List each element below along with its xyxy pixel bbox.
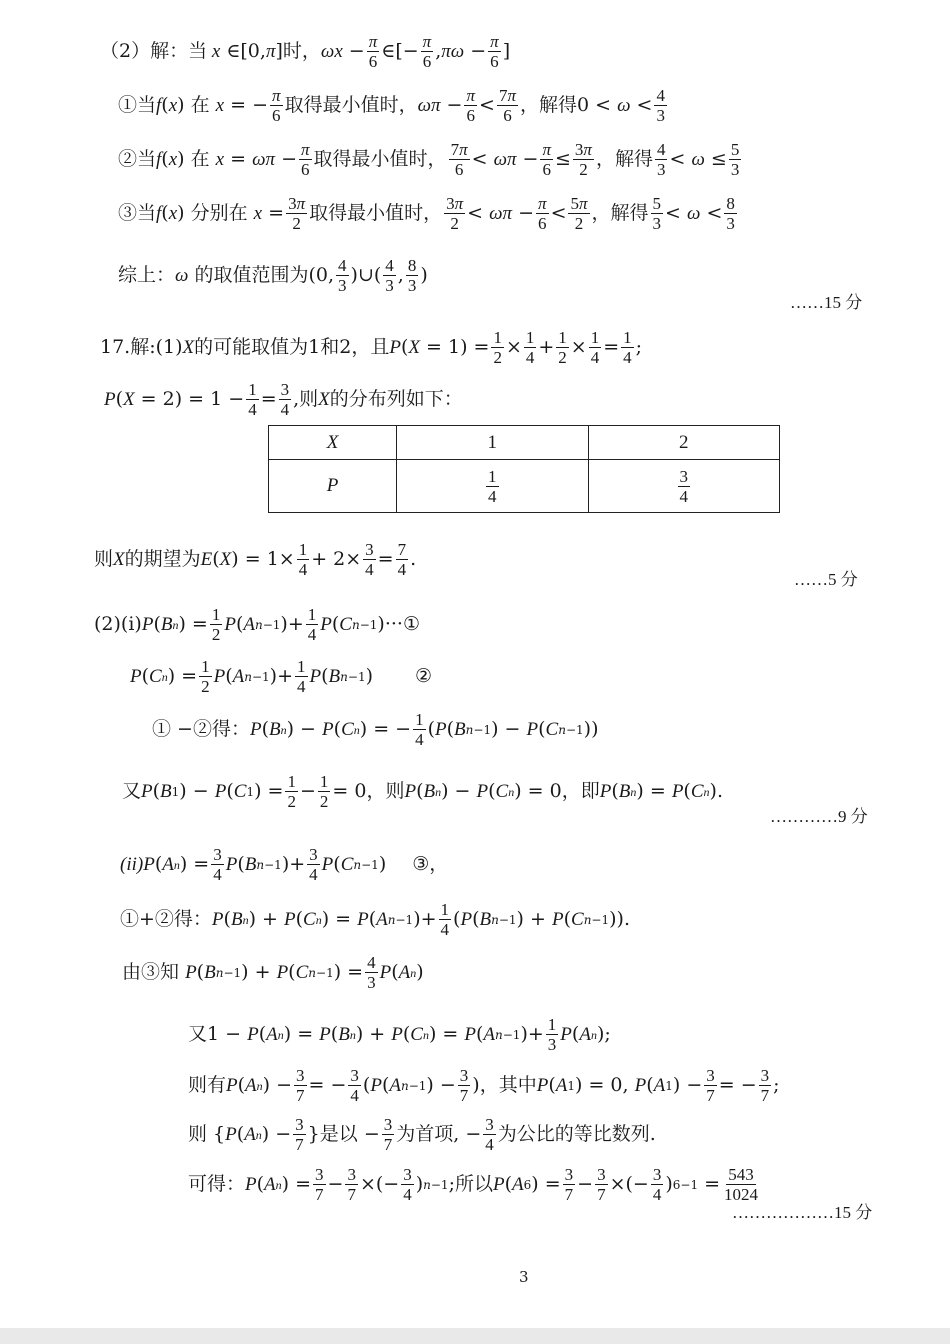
q17-subtract: ① −②得： P ( B n ) − P ( C n ) = − $\frac{1}{4}$ ( P ( B n−1 ) − P ( C n−1 )) bbox=[152, 710, 599, 749]
table-row-p bbox=[269, 460, 780, 513]
q17-recurrence: 则有 P ( A n ) − $\frac{3}{7}$ = − $\frac{3}{4}$ ( P ( A n−1 ) − $\frac{3}{7}$ ) ，其中 P ( A 1 ) = 0, P ( A 1 ) − $\frac{3}{7}$ = − $\frac{3}{7}$ ; bbox=[188, 1066, 780, 1105]
q17-score-9: …………9 分 bbox=[770, 807, 868, 826]
q16-score: ……15 分 bbox=[790, 293, 863, 312]
q16-part2-intro: （2）解：当 x ∈ [0, π ] 时， ωx − $\frac{\pi}{6}$ ∈[− $\frac{\pi}{6}$ , πω − $\frac{\pi}{6}$ ] bbox=[100, 32, 511, 71]
q16-case1: ①当 f ( x ) 在 x = − $\frac{\pi}{6}$ 取得最小值时， ωπ − $\frac{\pi}{6}$ < $\frac{7\pi}{6}$ ，解得 0 < ω < $\frac{4}{3}$ bbox=[118, 86, 665, 125]
table-header-row bbox=[269, 426, 780, 460]
q17-eq1: (2)(i) P ( B n ) = $\frac{1}{2}$ P ( A n−1 )+ $\frac{1}{4}$ P ( C n−1 )··· ① bbox=[94, 605, 420, 644]
bottom-scan-edge bbox=[0, 1328, 950, 1344]
table-cell-p1: $\frac{1}{4}$ bbox=[397, 460, 589, 513]
q17-sequence: 则 { P ( A n ) − $\frac{3}{7}$ } 是以 − $\frac{3}{7}$ 为首项, − $\frac{3}{4}$ 为公比的等比数列. bbox=[188, 1115, 656, 1154]
q17-line2: P ( X = 2) = 1 − $\frac{1}{4}$ = $\frac{3}{4}$ ,则 X 的分布列如下： bbox=[104, 380, 463, 419]
q17-eq3: (ii) P ( A n ) = $\frac{3}{4}$ P ( B n−1 )+ $\frac{3}{4}$ P ( C n−1 ) ③， bbox=[120, 845, 449, 884]
table-row-label: P bbox=[269, 460, 397, 513]
q16-case2: ②当 f ( x ) 在 x = ωπ − $\frac{\pi}{6}$ 取得最小值时， $\frac{7\pi}{6}$ < ωπ − $\frac{\pi}{6}$ ≤ $\frac{3\pi}{2}$ ，解得 $\frac{4}{3}$ < ω ≤ $\frac{5}{3}$ bbox=[118, 140, 740, 179]
q16-case3: ③当 f ( x ) 分别在 x = $\frac{3\pi}{2}$ 取得最小值时， $\frac{3\pi}{2}$ < ωπ − $\frac{\pi}{6}$ < $\frac{5\pi}{2}$ ，解得 $\frac{5}{3}$ < ω < $\frac{8}{3}$ bbox=[118, 194, 735, 233]
table-header-x: X bbox=[269, 426, 397, 460]
q16-summary: 综上： ω 的取值范围为 (0, $\frac{4}{3}$ )∪( $\frac{4}{3}$ , $\frac{8}{3}$ ) bbox=[118, 256, 428, 295]
q17-intro: 17.解:(1) X 的可能取值为1和2，且 P ( X = 1) = $\frac{1}{2}$ × $\frac{1}{4}$ + $\frac{1}{2}$ × $\frac{1}{4}$ = $\frac{1}{4}$ ; bbox=[100, 328, 643, 367]
table-header-1: 1 bbox=[397, 426, 589, 460]
q17-score-15: ………………15 分 bbox=[732, 1203, 873, 1222]
page-number: 3 bbox=[519, 1268, 529, 1286]
q17-add: ①+②得： P ( B n ) + P ( C n ) = P ( A n−1 )+ $\frac{1}{4}$ ( P ( B n−1 ) + P ( C n−1 )). bbox=[120, 900, 630, 939]
q17-score-5: ……5 分 bbox=[794, 570, 858, 589]
q17-eq2: P ( C n ) = $\frac{1}{2}$ P ( A n−1 )+ $\frac{1}{4}$ P ( B n−1 ) ② bbox=[130, 657, 433, 696]
q17-initial: 又 P ( B 1 ) − P ( C 1 ) = $\frac{1}{2}$ − $\frac{1}{2}$ = 0 ，则 P ( B n ) − P ( C n ) = 0 ，即 P ( B n ) = P ( C n ). bbox=[122, 772, 723, 811]
table-header-2: 2 bbox=[588, 426, 780, 460]
q17-again: 又 1 − P ( A n ) = P ( B n ) + P ( C n ) = P ( A n−1 )+ $\frac{1}{3}$ P ( A n ); bbox=[188, 1015, 611, 1054]
distribution-table bbox=[268, 425, 780, 513]
q17-from3: 由③知 P ( B n−1 ) + P ( C n−1 ) = $\frac{4}{3}$ P ( A n ) bbox=[122, 953, 424, 992]
q17-result: 可得： P ( A n ) = $\frac{3}{7}$ − $\frac{3}{7}$ ×(− $\frac{3}{4}$ ) n−1 ;所以 P ( A 6 ) = $\frac{3}{7}$ − $\frac{3}{7}$ ×(− $\frac{3}{4}$ ) 6−1 = $\frac{543}{1024}$ bbox=[188, 1165, 759, 1204]
q17-expectation: 则 X 的期望为 E ( X ) = 1× $\frac{1}{4}$ + 2× $\frac{3}{4}$ = $\frac{7}{4}$ . bbox=[94, 540, 417, 579]
table-cell-p2: $\frac{3}{4}$ bbox=[588, 460, 780, 513]
